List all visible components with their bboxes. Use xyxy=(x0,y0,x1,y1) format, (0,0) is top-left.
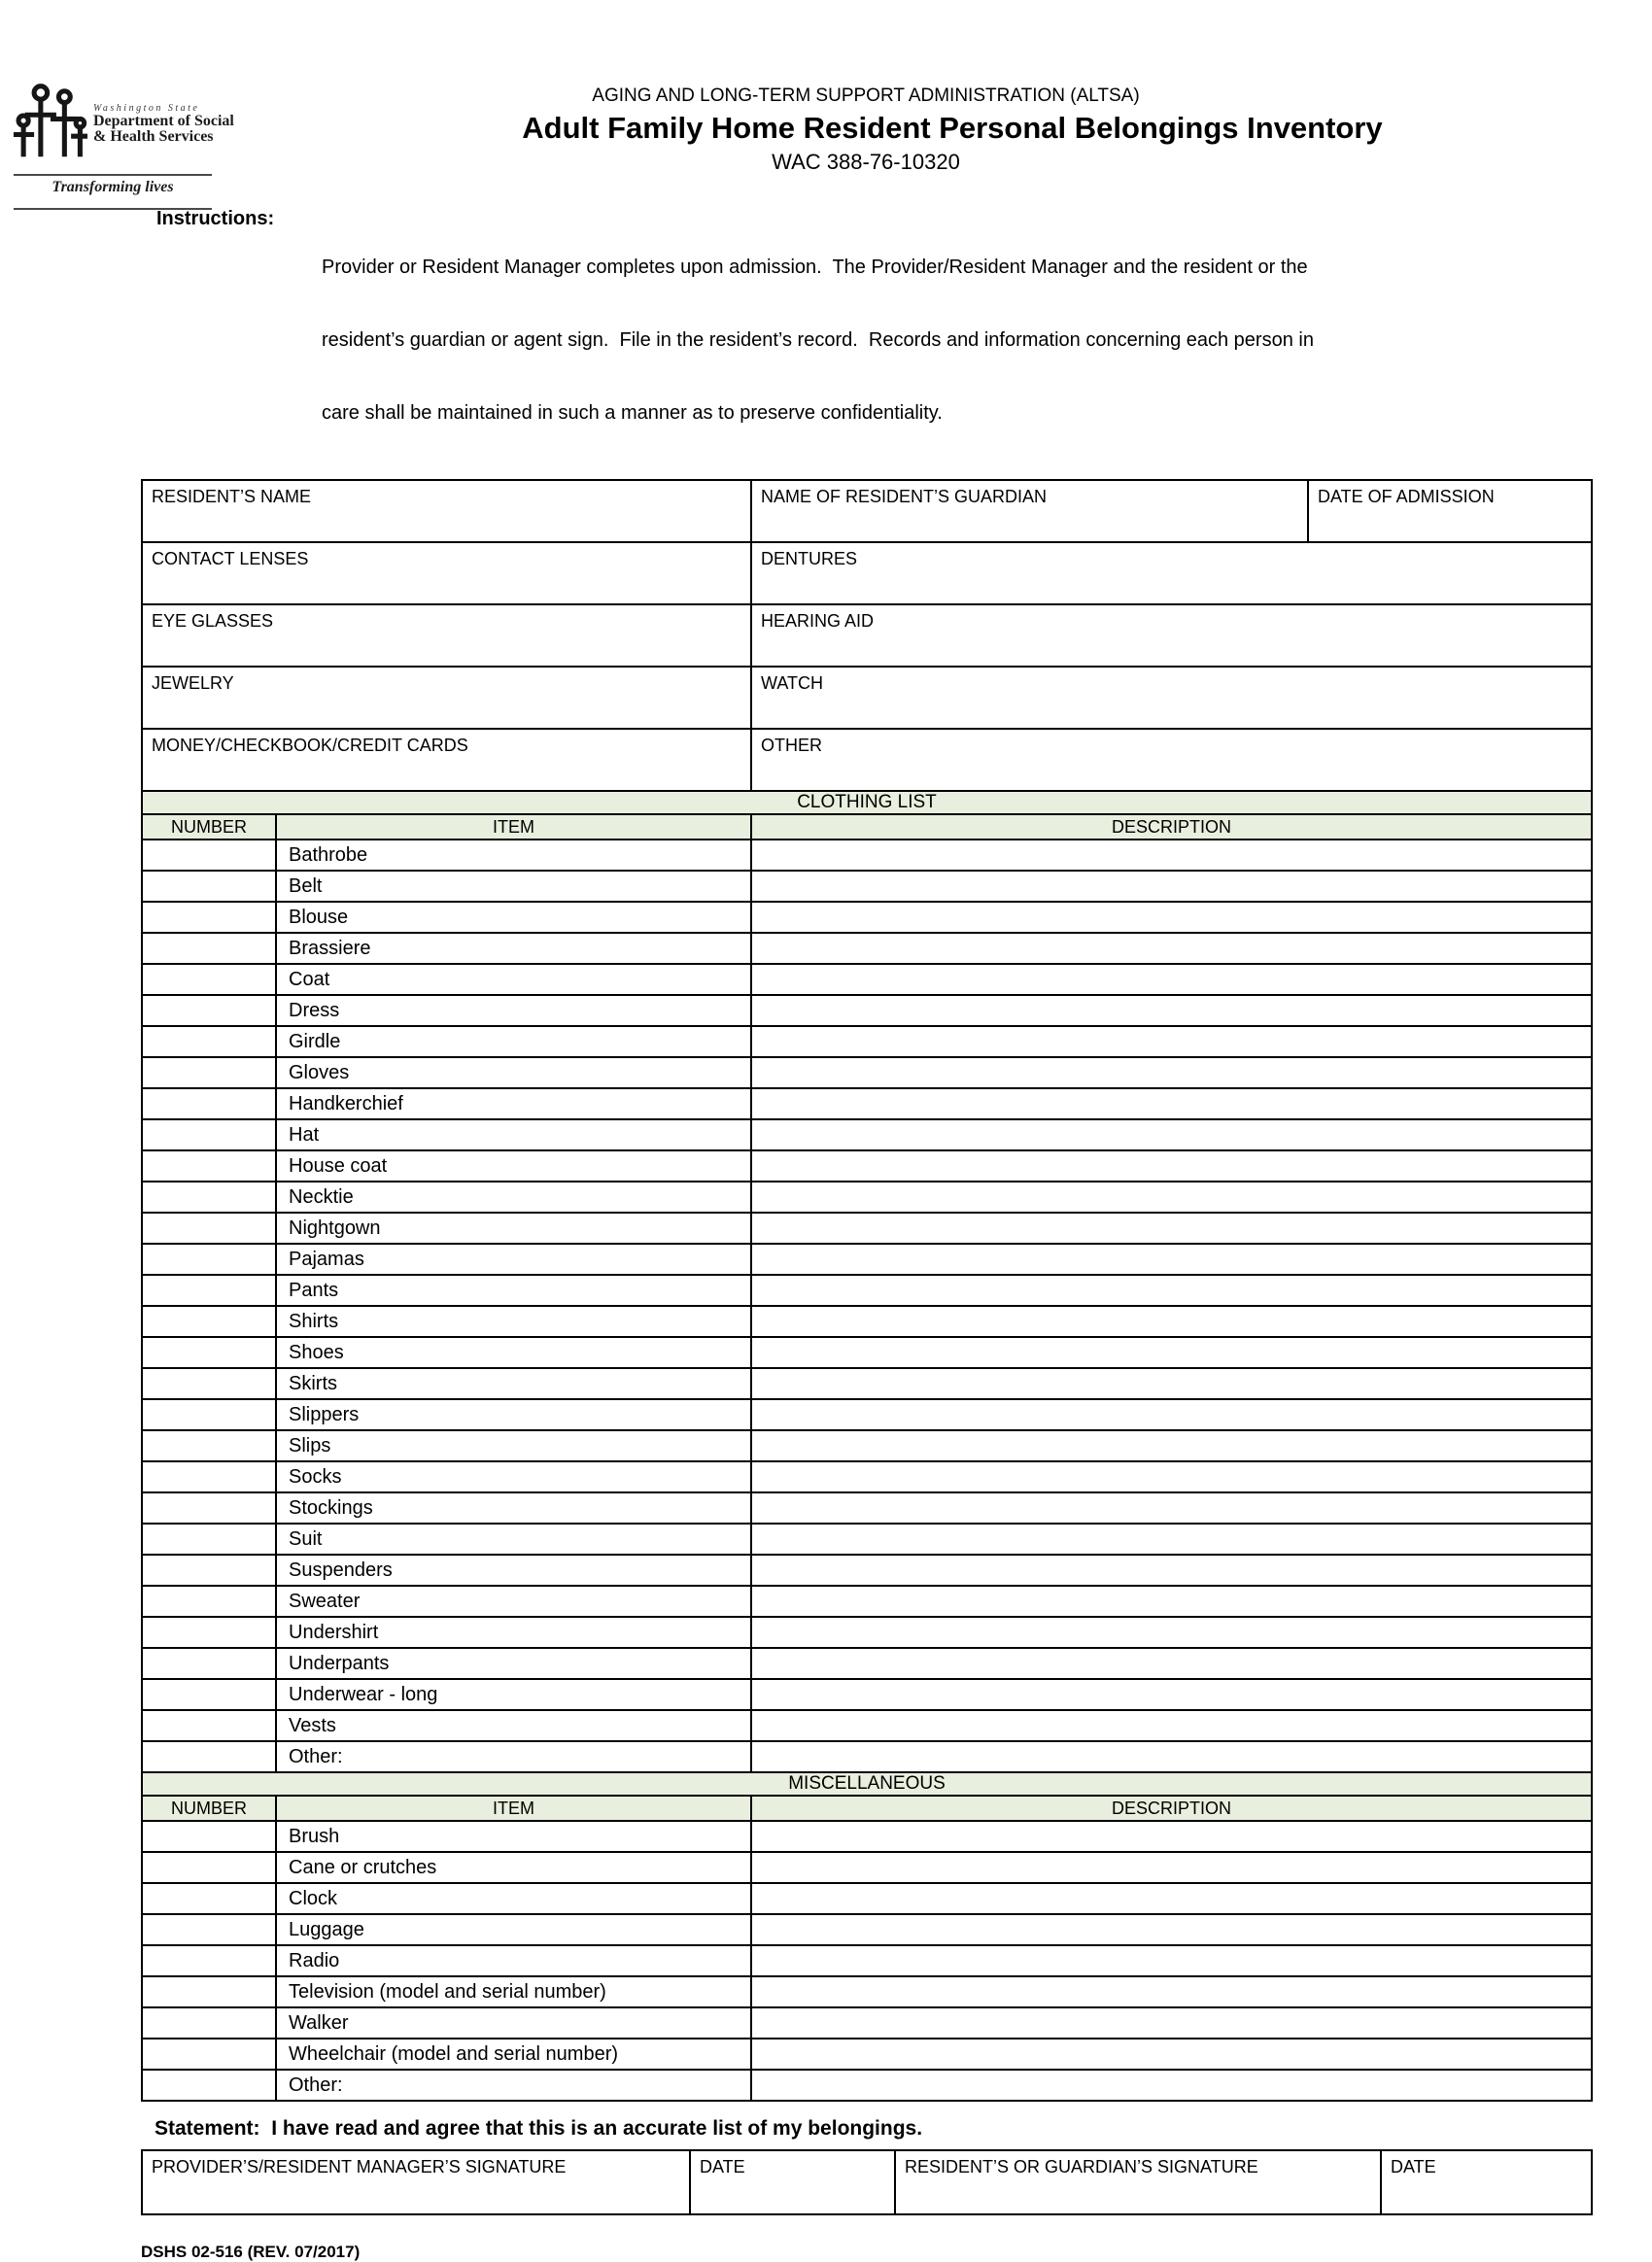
signature-table xyxy=(141,2149,1593,2215)
description-cell xyxy=(751,933,1592,964)
number-cell xyxy=(142,1088,276,1119)
clothing-row xyxy=(142,1648,1592,1679)
description-cell xyxy=(751,871,1592,902)
number-cell xyxy=(142,1150,276,1182)
clothing-row xyxy=(142,995,1592,1026)
number-cell xyxy=(142,1555,276,1586)
instructions-line-1: Provider or Resident Manager completes upon admission. The Provider/Resident Manager and the resident or the xyxy=(322,257,1308,278)
description-cell xyxy=(751,1026,1592,1057)
clothing-row xyxy=(142,1182,1592,1213)
clothing-row xyxy=(142,902,1592,933)
description-cell xyxy=(751,1914,1592,1945)
instructions-text xyxy=(322,207,1314,474)
number-cell xyxy=(142,1586,276,1617)
clothing-section-header xyxy=(142,791,1592,814)
description-cell xyxy=(751,1057,1592,1088)
description-cell xyxy=(751,902,1592,933)
guardian-name-cell xyxy=(751,480,1308,542)
contact-lenses-cell xyxy=(142,542,751,604)
clothing-row xyxy=(142,1741,1592,1772)
jewelry-label: JEWELRY xyxy=(152,673,234,693)
description-cell xyxy=(751,1945,1592,1976)
miscellaneous-rows xyxy=(142,1821,1592,2101)
item-label: Dress xyxy=(276,995,751,1026)
description-cell xyxy=(751,1617,1592,1648)
number-cell xyxy=(142,1945,276,1976)
number-cell xyxy=(142,1368,276,1399)
signature-row xyxy=(142,2150,1592,2214)
clothing-row xyxy=(142,1461,1592,1492)
description-cell xyxy=(751,1976,1592,2007)
clothing-row xyxy=(142,1586,1592,1617)
item-label: Socks xyxy=(276,1461,751,1492)
description-cell xyxy=(751,1182,1592,1213)
item-label: Other: xyxy=(276,2070,751,2101)
number-cell xyxy=(142,1821,276,1852)
resident-date-cell xyxy=(1381,2150,1592,2214)
logo-tagline: Transforming lives xyxy=(52,179,174,195)
hearing-aid-label: HEARING AID xyxy=(761,611,875,631)
item-label: Coat xyxy=(276,964,751,995)
item-label: Brassiere xyxy=(276,933,751,964)
item-label: Other: xyxy=(276,1741,751,1772)
item-label: Hat xyxy=(276,1119,751,1150)
clothing-row xyxy=(142,1275,1592,1306)
description-cell xyxy=(751,1430,1592,1461)
item-label: Undershirt xyxy=(276,1617,751,1648)
eye-glasses-cell xyxy=(142,604,751,667)
description-cell xyxy=(751,1337,1592,1368)
form-title: Adult Family Home Resident Personal Belongings Inventory xyxy=(522,111,1383,145)
other-cell xyxy=(751,729,1592,791)
miscellaneous-columns-header xyxy=(142,1796,1592,1821)
clothing-row xyxy=(142,1492,1592,1524)
description-cell xyxy=(751,964,1592,995)
clothing-description-header: DESCRIPTION xyxy=(751,814,1592,840)
clothing-row xyxy=(142,871,1592,902)
clothing-row xyxy=(142,964,1592,995)
statement-line xyxy=(141,2117,1591,2141)
item-label: Pajamas xyxy=(276,1244,751,1275)
description-cell xyxy=(751,1368,1592,1399)
item-label: Gloves xyxy=(276,1057,751,1088)
description-cell xyxy=(751,1244,1592,1275)
description-cell xyxy=(751,1275,1592,1306)
provider-date-cell xyxy=(690,2150,895,2214)
eye-glasses-label: EYE GLASSES xyxy=(152,611,274,631)
description-cell xyxy=(751,2007,1592,2039)
resident-name-label: RESIDENT’S NAME xyxy=(152,487,312,506)
number-cell xyxy=(142,1026,276,1057)
number-cell xyxy=(142,1679,276,1710)
description-cell xyxy=(751,1213,1592,1244)
description-cell xyxy=(751,1821,1592,1852)
item-label: Skirts xyxy=(276,1368,751,1399)
miscellaneous-row xyxy=(142,1914,1592,1945)
clothing-row xyxy=(142,1617,1592,1648)
form-number: DSHS 02-516 (REV. 07/2017) xyxy=(141,2243,361,2261)
description-cell xyxy=(751,995,1592,1026)
personal-items-section xyxy=(142,480,1592,791)
resident-date-label: DATE xyxy=(1391,2157,1436,2176)
description-cell xyxy=(751,2039,1592,2070)
item-label: Nightgown xyxy=(276,1213,751,1244)
logo-dept-line2: & Health Services xyxy=(93,128,214,145)
description-cell xyxy=(751,1883,1592,1914)
table-row xyxy=(142,480,1592,542)
clothing-number-header: NUMBER xyxy=(142,814,276,840)
item-label: Handkerchief xyxy=(276,1088,751,1119)
number-cell xyxy=(142,1182,276,1213)
provider-date-label: DATE xyxy=(700,2157,745,2176)
number-cell xyxy=(142,1430,276,1461)
instructions-block xyxy=(141,207,1591,474)
number-cell xyxy=(142,1306,276,1337)
resident-signature-label: RESIDENT’S OR GUARDIAN’S SIGNATURE xyxy=(905,2157,1258,2176)
number-cell xyxy=(142,1244,276,1275)
description-cell xyxy=(751,1088,1592,1119)
number-cell xyxy=(142,1213,276,1244)
miscellaneous-row xyxy=(142,2070,1592,2101)
miscellaneous-row xyxy=(142,1883,1592,1914)
clothing-row xyxy=(142,1119,1592,1150)
item-label: Vests xyxy=(276,1710,751,1741)
number-cell xyxy=(142,2007,276,2039)
clothing-row xyxy=(142,1026,1592,1057)
clothing-item-header: ITEM xyxy=(276,814,751,840)
number-cell xyxy=(142,1852,276,1883)
number-cell xyxy=(142,902,276,933)
miscellaneous-row xyxy=(142,2039,1592,2070)
description-cell xyxy=(751,1852,1592,1883)
guardian-name-label: NAME OF RESIDENT’S GUARDIAN xyxy=(761,487,1048,506)
money-checkbook-label: MONEY/CHECKBOOK/CREDIT CARDS xyxy=(152,736,468,755)
number-cell xyxy=(142,1492,276,1524)
miscellaneous-row xyxy=(142,1821,1592,1852)
clothing-row xyxy=(142,1213,1592,1244)
clothing-row xyxy=(142,1399,1592,1430)
clothing-row xyxy=(142,1337,1592,1368)
item-label: Sweater xyxy=(276,1586,751,1617)
number-cell xyxy=(142,1914,276,1945)
item-label: House coat xyxy=(276,1150,751,1182)
number-cell xyxy=(142,1337,276,1368)
money-checkbook-cell xyxy=(142,729,751,791)
admission-date-cell xyxy=(1308,480,1592,542)
item-label: Belt xyxy=(276,871,751,902)
resident-signature-cell xyxy=(895,2150,1381,2214)
item-label: Clock xyxy=(276,1883,751,1914)
description-cell xyxy=(751,1710,1592,1741)
item-label: Wheelchair (model and serial number) xyxy=(276,2039,751,2070)
table-row xyxy=(142,667,1592,729)
miscellaneous-row xyxy=(142,1945,1592,1976)
clothing-rows xyxy=(142,840,1592,1772)
description-cell xyxy=(751,1555,1592,1586)
instructions-line-2: resident’s guardian or agent sign. File in the resident’s record. Records and information concerning each person in xyxy=(322,329,1314,351)
number-cell xyxy=(142,1617,276,1648)
number-cell xyxy=(142,995,276,1026)
instructions-line-3: care shall be maintained in such a manner as to preserve confidentiality. xyxy=(322,402,943,424)
item-label: Luggage xyxy=(276,1914,751,1945)
item-label: Suit xyxy=(276,1524,751,1555)
clothing-row xyxy=(142,1710,1592,1741)
clothing-row xyxy=(142,1244,1592,1275)
table-row xyxy=(142,729,1592,791)
inventory-table xyxy=(141,479,1593,2102)
description-cell xyxy=(751,1399,1592,1430)
miscellaneous-row xyxy=(142,1852,1592,1883)
statement-label: Statement: xyxy=(155,2117,260,2140)
table-row xyxy=(142,604,1592,667)
watch-label: WATCH xyxy=(761,673,823,693)
description-cell xyxy=(751,1679,1592,1710)
agency-line: AGING AND LONG-TERM SUPPORT ADMINISTRATION (ALTSA) xyxy=(592,86,1140,106)
number-cell xyxy=(142,2070,276,2101)
table-row xyxy=(142,542,1592,604)
description-cell xyxy=(751,1524,1592,1555)
item-label: Girdle xyxy=(276,1026,751,1057)
instructions-label: Instructions: xyxy=(156,208,275,229)
number-cell xyxy=(142,871,276,902)
item-label: Walker xyxy=(276,2007,751,2039)
number-cell xyxy=(142,2039,276,2070)
contact-lenses-label: CONTACT LENSES xyxy=(152,549,309,568)
clothing-row xyxy=(142,1430,1592,1461)
admission-date-label: DATE OF ADMISSION xyxy=(1318,487,1495,506)
description-cell xyxy=(751,1461,1592,1492)
form-header xyxy=(141,0,1591,175)
item-label: Underwear - long xyxy=(276,1679,751,1710)
miscellaneous-section-title: MISCELLANEOUS xyxy=(142,1772,1592,1796)
clothing-row xyxy=(142,840,1592,871)
item-label: Blouse xyxy=(276,902,751,933)
watch-cell xyxy=(751,667,1592,729)
miscellaneous-row xyxy=(142,1976,1592,2007)
resident-name-cell xyxy=(142,480,751,542)
miscellaneous-item-header: ITEM xyxy=(276,1796,751,1821)
description-cell xyxy=(751,1741,1592,1772)
description-cell xyxy=(751,1306,1592,1337)
number-cell xyxy=(142,964,276,995)
item-label: Shoes xyxy=(276,1337,751,1368)
number-cell xyxy=(142,1883,276,1914)
clothing-section-title: CLOTHING LIST xyxy=(142,791,1592,814)
item-label: Necktie xyxy=(276,1182,751,1213)
clothing-row xyxy=(142,933,1592,964)
description-cell xyxy=(751,2070,1592,2101)
item-label: Brush xyxy=(276,1821,751,1852)
hearing-aid-cell xyxy=(751,604,1592,667)
dshs-people-icon xyxy=(14,82,87,166)
provider-signature-label: PROVIDER’S/RESIDENT MANAGER’S SIGNATURE xyxy=(152,2157,567,2176)
description-cell xyxy=(751,1586,1592,1617)
description-cell xyxy=(751,1648,1592,1679)
miscellaneous-number-header: NUMBER xyxy=(142,1796,276,1821)
item-label: Radio xyxy=(276,1945,751,1976)
number-cell xyxy=(142,1976,276,2007)
number-cell xyxy=(142,1119,276,1150)
clothing-row xyxy=(142,1088,1592,1119)
dentures-cell xyxy=(751,542,1592,604)
wac-number: WAC 388-76-10320 xyxy=(772,150,960,174)
item-label: Underpants xyxy=(276,1648,751,1679)
clothing-row xyxy=(142,1368,1592,1399)
number-cell xyxy=(142,1057,276,1088)
number-cell xyxy=(142,1741,276,1772)
number-cell xyxy=(142,1399,276,1430)
item-label: Pants xyxy=(276,1275,751,1306)
logo-state-name: Washington State xyxy=(93,103,200,114)
number-cell xyxy=(142,840,276,871)
other-label: OTHER xyxy=(761,736,822,755)
clothing-row xyxy=(142,1306,1592,1337)
item-label: Slippers xyxy=(276,1399,751,1430)
form-content xyxy=(141,0,1591,2262)
number-cell xyxy=(142,1524,276,1555)
description-cell xyxy=(751,1150,1592,1182)
item-label: Cane or crutches xyxy=(276,1852,751,1883)
clothing-list-section xyxy=(142,791,1592,840)
miscellaneous-section-header xyxy=(142,1772,1592,1796)
number-cell xyxy=(142,1648,276,1679)
logo-dept-line1: Department of Social xyxy=(93,113,234,129)
clothing-columns-header xyxy=(142,814,1592,840)
clothing-row xyxy=(142,1150,1592,1182)
statement-text: I have read and agree that this is an accurate list of my belongings. xyxy=(271,2117,923,2140)
jewelry-cell xyxy=(142,667,751,729)
description-cell xyxy=(751,1119,1592,1150)
number-cell xyxy=(142,1710,276,1741)
item-label: Suspenders xyxy=(276,1555,751,1586)
description-cell xyxy=(751,1492,1592,1524)
item-label: Shirts xyxy=(276,1306,751,1337)
description-cell xyxy=(751,840,1592,871)
clothing-row xyxy=(142,1524,1592,1555)
dentures-label: DENTURES xyxy=(761,549,858,568)
item-label: Bathrobe xyxy=(276,840,751,871)
number-cell xyxy=(142,1275,276,1306)
item-label: Television (model and serial number) xyxy=(276,1976,751,2007)
provider-signature-cell xyxy=(142,2150,690,2214)
item-label: Stockings xyxy=(276,1492,751,1524)
number-cell xyxy=(142,933,276,964)
clothing-row xyxy=(142,1057,1592,1088)
clothing-row xyxy=(142,1679,1592,1710)
clothing-row xyxy=(142,1555,1592,1586)
miscellaneous-row xyxy=(142,2007,1592,2039)
item-label: Slips xyxy=(276,1430,751,1461)
miscellaneous-section xyxy=(142,1772,1592,1821)
miscellaneous-description-header: DESCRIPTION xyxy=(751,1796,1592,1821)
number-cell xyxy=(142,1461,276,1492)
